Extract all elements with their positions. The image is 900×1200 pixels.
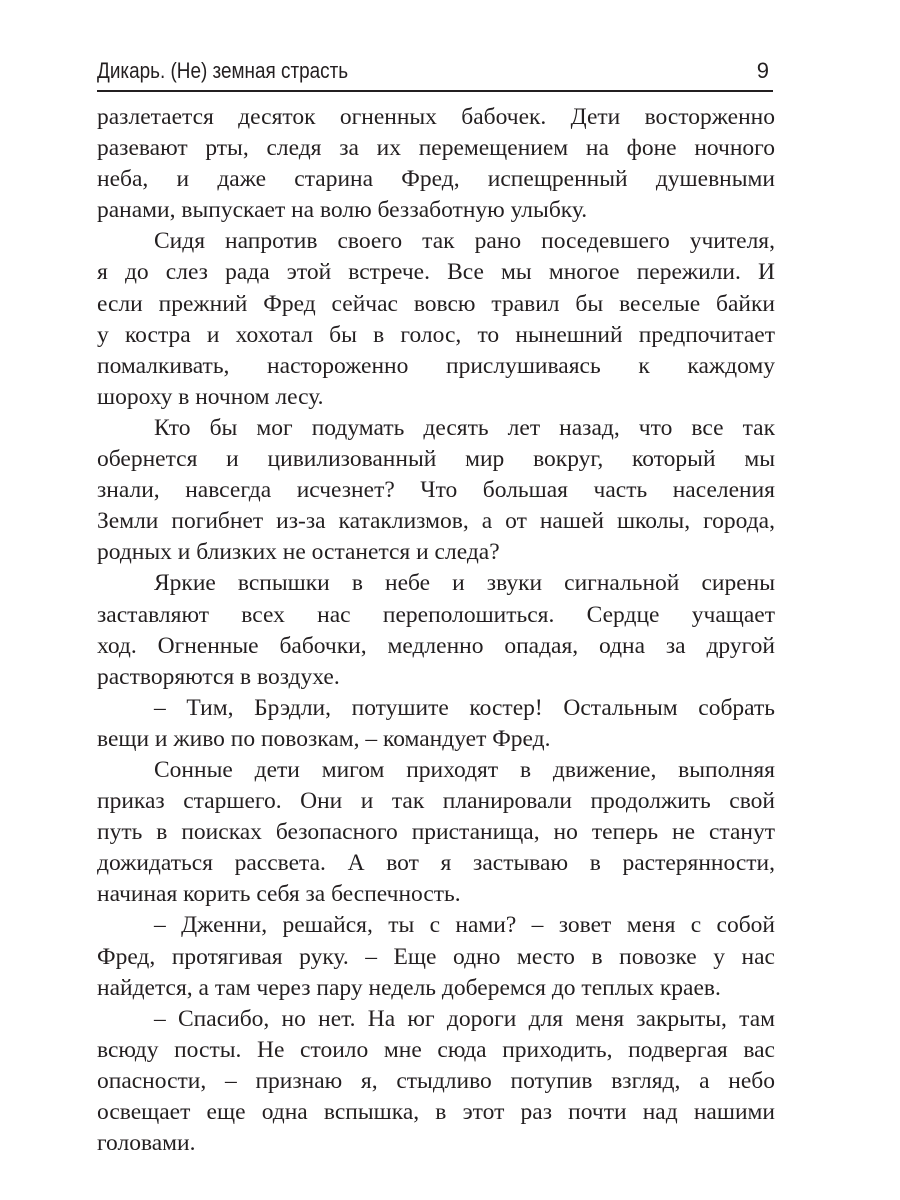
text-line: найдется, а там через пару недель доберемся до теплых краев. — [97, 974, 721, 1001]
paragraph — [97, 693, 775, 755]
text-line: неба, и даже старина Фред, испещренный душевными — [97, 166, 775, 193]
text-line: головами. — [97, 1130, 196, 1157]
paragraph — [97, 102, 775, 226]
text-line: если прежний Фред сейчас вовсю травил бы веселые байки — [97, 290, 775, 317]
running-header — [97, 56, 773, 92]
paragraph — [97, 226, 775, 413]
text-line: ранами, выпускает на волю беззаботную улыбку. — [97, 197, 588, 224]
text-line: заставляют всех нас переполошиться. Сердце учащает — [97, 601, 775, 628]
text-line: приказ старшего. Они и так планировали продолжить свой — [97, 788, 775, 815]
text-line: обернется и цивилизованный мир вокруг, который мы — [97, 446, 775, 473]
text-line: Земли погибнет из-за катаклизмов, а от нашей школы, города, — [97, 508, 775, 535]
text-line: – Тим, Брэдли, потушите костер! Остальным собрать — [154, 694, 775, 721]
text-line: разлетается десяток огненных бабочек. Дети восторженно — [97, 104, 775, 130]
text-line: знали, навсегда исчезнет? Что большая часть населения — [97, 477, 775, 504]
text-line: Сидя напротив своего так рано поседевшего учителя, — [154, 228, 775, 255]
paragraph — [97, 755, 775, 910]
text-line: путь в поисках безопасного пристанища, но теперь не станут — [97, 819, 775, 846]
text-line: Фред, протягивая руку. – Еще одно место в повозке у нас — [97, 943, 775, 970]
text-line: дожидаться рассвета. А вот я застываю в растерянности, — [97, 850, 775, 877]
text-line: начиная корить себя за беспечность. — [97, 881, 461, 908]
text-line: Кто бы мог подумать десять лет назад, что все так — [154, 414, 775, 441]
text-line: опасности, – признаю я, стыдливо потупив взгляд, а небо — [97, 1067, 775, 1094]
text-line: ход. Огненные бабочки, медленно опадая, одна за другой — [97, 632, 775, 659]
page-number: 9 — [756, 58, 769, 83]
text-line: шороху в ночном лесу. — [97, 383, 324, 410]
text-line: я до слез рада этой встрече. Все мы многое пережили. И — [97, 259, 775, 286]
running-title: Дикарь. (Не) земная страсть — [97, 58, 349, 83]
text-line: растворяются в воздухе. — [97, 663, 340, 690]
paragraph — [97, 413, 775, 568]
text-line: у костра и хохотал бы в голос, то нынешний предпочитает — [97, 321, 775, 348]
body-text — [97, 102, 775, 1159]
text-line: родных и близких не останется и следа? — [97, 539, 500, 566]
text-line: разевают рты, следя за их перемещением на фоне ночного — [97, 135, 775, 162]
text-line: – Дженни, решайся, ты с нами? – зовет меня с собой — [154, 912, 775, 939]
paragraph — [97, 568, 775, 692]
text-line: вещи и живо по повозкам, – командует Фред. — [97, 725, 551, 752]
text-line: Яркие вспышки в небе и звуки сигнальной сирены — [154, 570, 775, 597]
paragraph — [97, 1004, 775, 1159]
text-line: освещает еще одна вспышка, в этот раз почти над нашими — [97, 1099, 775, 1125]
text-line: Сонные дети мигом приходят в движение, выполняя — [154, 756, 775, 783]
text-line: помалкивать, настороженно прислушиваясь к каждому — [97, 352, 775, 379]
paragraph — [97, 910, 775, 1003]
text-line: всюду посты. Не стоило мне сюда приходить, подвергая вас — [97, 1036, 775, 1063]
text-line: – Спасибо, но нет. На юг дороги для меня закрыты, там — [154, 1005, 775, 1032]
